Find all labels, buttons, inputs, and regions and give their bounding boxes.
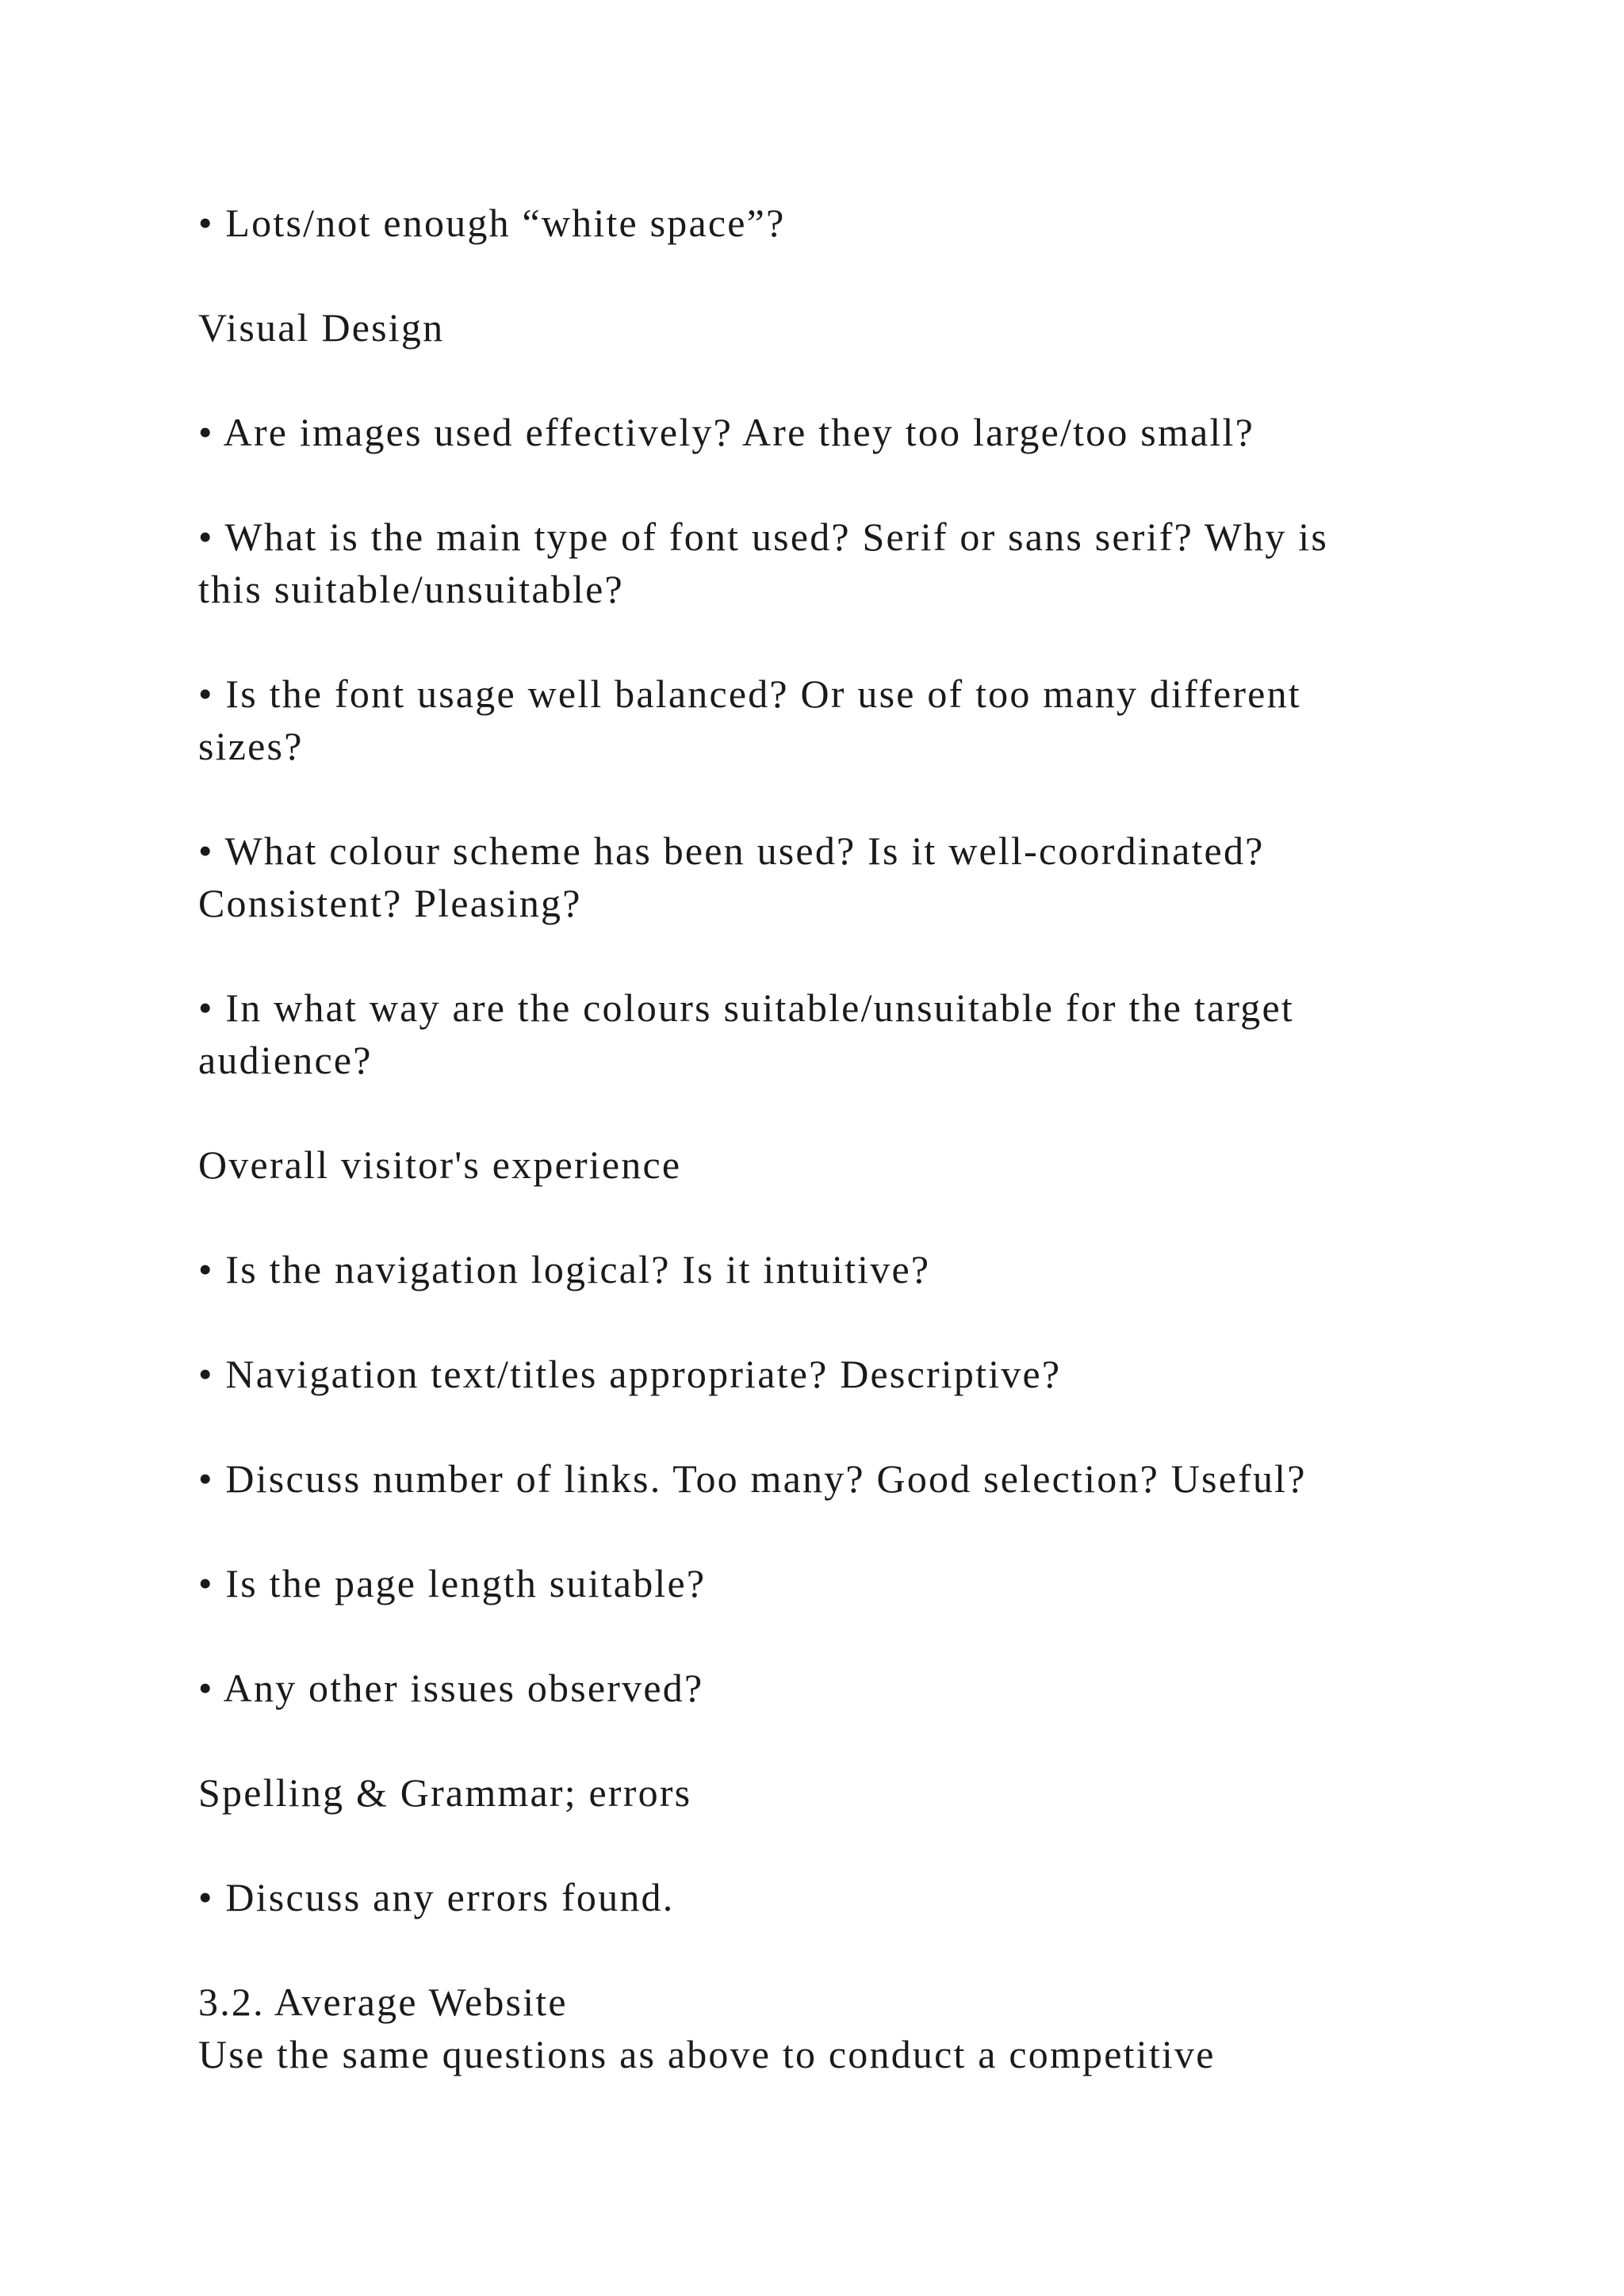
paragraph-competitive-analysis: Use the same questions as above to conduct a competitive <box>198 2032 1216 2076</box>
bullet-colours-audience-line1: • In what way are the colours suitable/unsuitable for the target <box>198 985 1294 1030</box>
bullet-font-usage-line2: sizes? <box>198 724 304 768</box>
bullet-discuss-errors: • Discuss any errors found. <box>198 1875 675 1919</box>
bullet-navigation-text: • Navigation text/titles appropriate? Descriptive? <box>198 1352 1062 1396</box>
section-heading-spelling-grammar: Spelling & Grammar; errors <box>198 1770 692 1815</box>
bullet-colour-scheme-line1: • What colour scheme has been used? Is it well-coordinated? <box>198 828 1265 873</box>
bullet-navigation-logical: • Is the navigation logical? Is it intuitive? <box>198 1247 931 1292</box>
bullet-colour-scheme-line2: Consistent? Pleasing? <box>198 881 582 925</box>
bullet-white-space: • Lots/not enough “white space”? <box>198 201 786 245</box>
section-heading-average-website: 3.2. Average Website <box>198 1980 568 2024</box>
section-heading-visitor-experience: Overall visitor's experience <box>198 1142 682 1187</box>
bullet-images: • Are images used effectively? Are they too large/too small? <box>198 410 1254 454</box>
bullet-font-usage-line1: • Is the font usage well balanced? Or use of too many different <box>198 672 1301 716</box>
bullet-number-of-links: • Discuss number of links. Too many? Good selection? Useful? <box>198 1456 1307 1501</box>
bullet-font-type-line2: this suitable/unsuitable? <box>198 567 624 611</box>
bullet-font-type-line1: • What is the main type of font used? Serif or sans serif? Why is <box>198 515 1329 559</box>
bullet-colours-audience-line2: audience? <box>198 1038 373 1082</box>
bullet-other-issues: • Any other issues observed? <box>198 1666 704 1710</box>
section-heading-visual-design: Visual Design <box>198 305 445 350</box>
bullet-page-length: • Is the page length suitable? <box>198 1561 707 1605</box>
